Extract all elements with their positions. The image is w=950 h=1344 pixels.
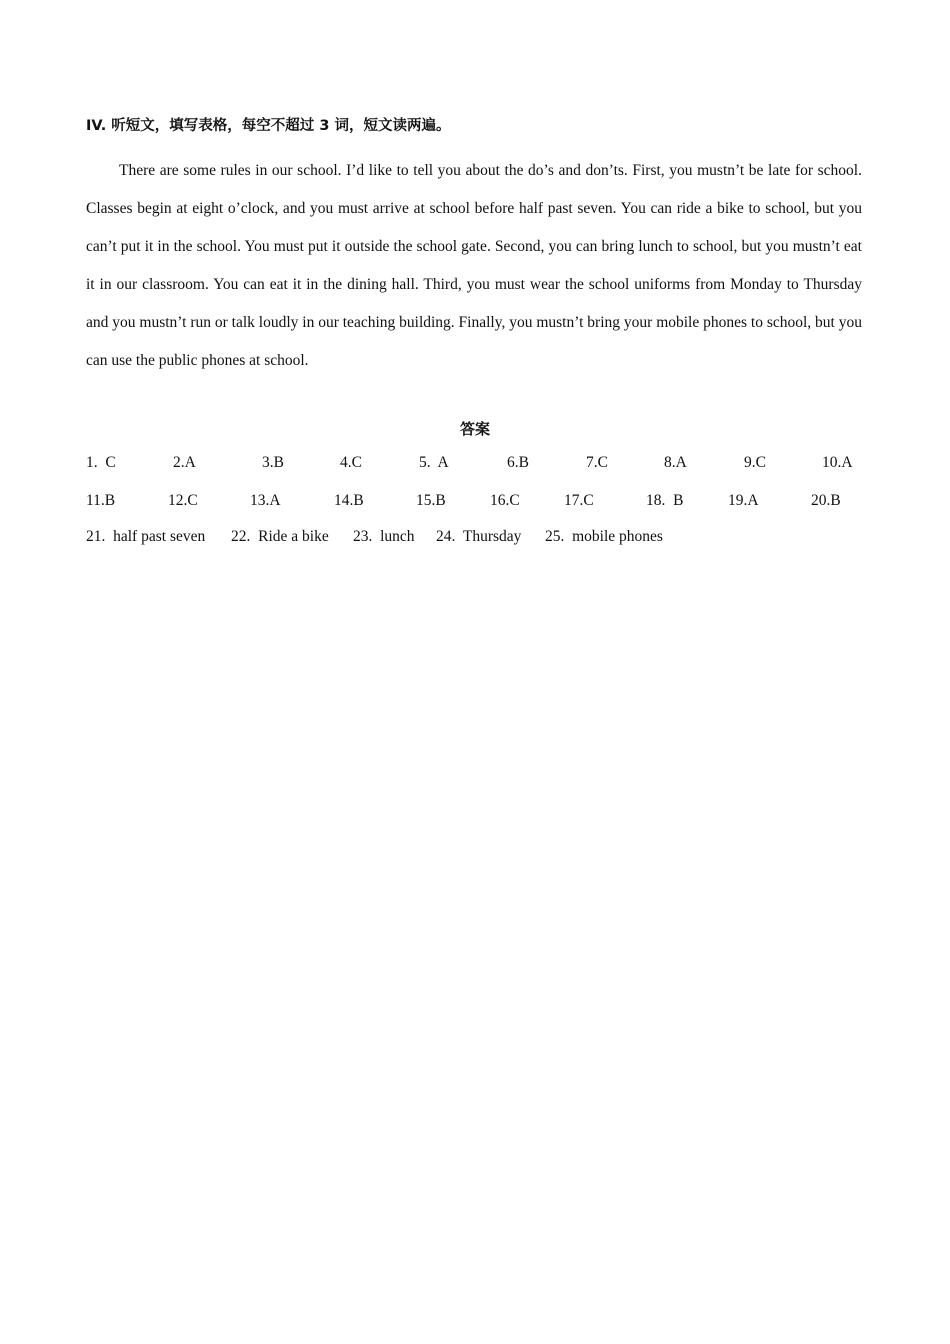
answer-item: 11.B	[86, 492, 116, 509]
answer-item: 12.C	[168, 492, 198, 509]
answer-item: 24. Thursday	[436, 528, 522, 545]
answer-item: 25. mobile phones	[545, 528, 663, 545]
answer-item: 18. B	[646, 492, 684, 509]
answer-item: 21. half past seven	[86, 528, 206, 545]
answer-item: 5. A	[419, 454, 449, 471]
answer-item: 15.B	[416, 492, 446, 509]
answer-item: 22. Ride a bike	[231, 528, 329, 545]
answer-title: 答案	[459, 420, 490, 438]
answer-item: 6.B	[507, 454, 529, 471]
answer-item: 19.A	[728, 492, 759, 509]
answer-item: 20.B	[811, 492, 841, 509]
answer-item: 14.B	[334, 492, 364, 509]
answer-item: 9.C	[744, 454, 766, 471]
answer-item: 13.A	[250, 492, 281, 509]
answer-item: 2.A	[173, 454, 196, 471]
answer-item: 4.C	[340, 454, 362, 471]
answer-item: 1. C	[86, 454, 116, 471]
answer-item: 17.C	[564, 492, 594, 509]
answer-item: 7.C	[586, 454, 608, 471]
answer-item: 8.A	[664, 454, 687, 471]
listening-passage: There are some rules in our school. I’d like to tell you about the do’s and don’ts. First, you mustn’t be late for school. Classes begin at eight o’clock, and you must arrive at school before half past seven. You can ride a bike to school, but you can’t put it in the school. You must put it outside the school gate. Second, you can bring lunch to school, but you mustn’t eat it in our classroom. You can eat it in the dining hall. Third, you must wear the school uniforms from Monday to Thursday and you mustn’t run or talk loudly in our teaching building. Finally, you mustn’t bring your mobile phones to school, but you can use the public phones at school.	[86, 162, 862, 369]
answer-item: 3.B	[262, 454, 284, 471]
answer-item: 23. lunch	[353, 528, 415, 545]
answer-item: 10.A	[822, 454, 853, 471]
section-heading: IV. 听短文，填写表格，每空不超过 3 词，短文读两遍。	[86, 118, 451, 134]
answer-item: 16.C	[490, 492, 520, 509]
